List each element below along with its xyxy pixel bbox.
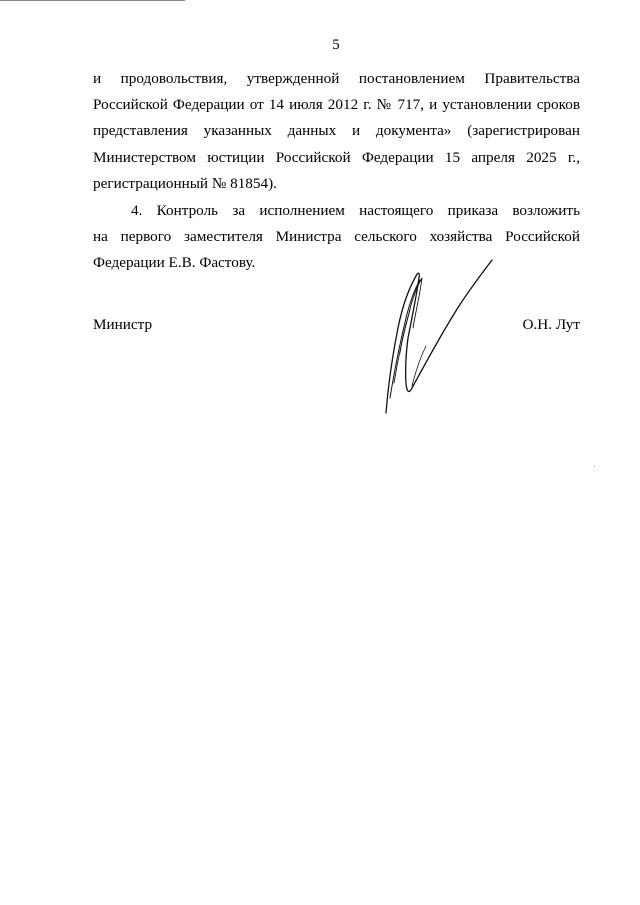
- signature-block: [93, 316, 580, 338]
- handwritten-signature: [376, 258, 496, 418]
- signatory-name: О.Н. Лут: [522, 316, 580, 333]
- text-line: на первого заместителя Министра сельского хозяйства Российской: [93, 228, 580, 246]
- page-number: 5: [332, 37, 340, 53]
- paragraph-item-4: [93, 198, 580, 277]
- text-line: регистрационный № 81854).: [93, 174, 277, 192]
- top-edge-rule: [0, 0, 185, 1]
- paragraph-continuation: [93, 66, 580, 197]
- signatory-title: Министр: [93, 316, 153, 333]
- text-line: 4. Контроль за исполнением настоящего приказа возложить: [131, 202, 580, 219]
- text-line: Федерации Е.В. Фастову.: [93, 254, 256, 272]
- text-line: и продовольствия, утвержденной постановлением Правительства: [93, 70, 580, 87]
- text-line: Российской Федерации от 14 июля 2012 г. № 717, и установлении сроков: [93, 96, 580, 114]
- scan-speck: [594, 466, 595, 467]
- text-line: представления указанных данных и документа» (зарегистрирован: [93, 122, 580, 140]
- text-line: Министерством юстиции Российской Федерации 15 апреля 2025 г.,: [93, 148, 580, 166]
